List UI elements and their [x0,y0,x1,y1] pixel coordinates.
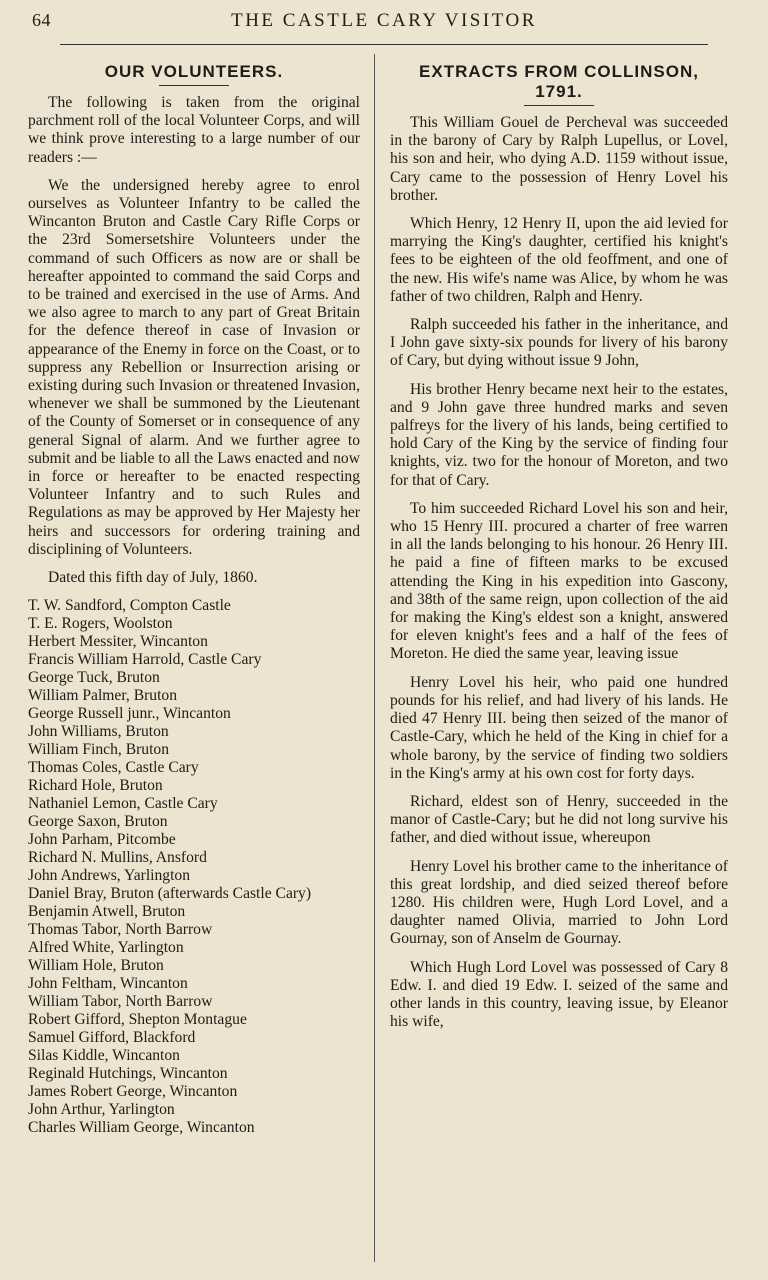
volunteer-name: Silas Kiddle, Wincanton [28,1046,180,1064]
collinson-paragraph: His brother Henry became next heir to the estates, and 9 John gave three hundred marks and seven palfreys for the livery of his lands, being certified to hold Cary of the King by the service of finding four knights, viz. two for the honour of Moreton, and two for that of Cary. [390,380,728,489]
collinson-paragraph: Henry Lovel his brother came to the inheritance of this great lordship, and died seized thereof before 1280. His children were, Hugh Lord Lovel, and a daughter named Olivia, married to John Lord Gournay, son of Anselm de Gournay. [390,857,728,948]
volunteer-name: John Parham, Pitcombe [28,831,176,849]
collinson-paragraph: Henry Lovel his heir, who paid one hundred pounds for his relief, and had livery of his lands. He died 47 Henry III. being then seized of the manor of Castle-Cary, which he held of the King in chief for a whole barony, by the service of finding two soldiers in the King's army at his own cost for forty days. [390,673,728,782]
volunteer-name: Charles William George, Wincanton [28,1118,255,1136]
volunteer-name: T. W. Sandford, Compton Castle [28,597,231,615]
volunteer-name: Thomas Coles, Castle Cary [28,759,199,777]
volunteer-name: Daniel Bray, Bruton (afterwards Castle Cary) [28,885,312,903]
volunteer-name: Alfred White, Yarlington [28,938,184,956]
collinson-title: EXTRACTS FROM COLLINSON, [419,62,699,81]
column-divider [374,54,375,1262]
title-rule [524,105,594,106]
volunteers-intro: The following is taken from the original parchment roll of the local Volunteer Corps, and will we think prove interesting to a large number of our readers :— [28,94,360,166]
volunteers-title: OUR VOLUNTEERS. [104,62,284,81]
volunteer-name: Nathaniel Lemon, Castle Cary [28,795,218,813]
collinson-paragraph: This William Gouel de Percheval was succeeded in the barony of Cary by Ralph Lupellus, or Lovel, his son and heir, who dying A.D. 1159 without issue, Cary came to the possession of Henry Lovel his brother. [390,114,728,204]
collinson-paragraph: Which Hugh Lord Lovel was possessed of Cary 8 Edw. I. and died 19 Edw. I. seized of the same and other lands in this country, leaving issue, by Eleanor his wife, [390,958,728,1031]
volunteer-name: John Williams, Bruton [28,723,169,741]
running-head: THE CASTLE CARY VISITOR [231,10,537,31]
left-column [28,54,360,1280]
volunteer-name: William Hole, Bruton [28,956,164,974]
volunteer-names-list [28,597,360,1136]
volunteer-name: Richard N. Mullins, Ansford [28,849,207,867]
volunteer-name: George Tuck, Bruton [28,669,160,687]
volunteer-name: William Tabor, North Barrow [28,992,213,1010]
title-rule [159,85,229,86]
volunteer-name: George Russell junr., Wincanton [28,705,231,723]
volunteer-name: Samuel Gifford, Blackford [28,1028,196,1046]
volunteer-name: Francis William Harrold, Castle Cary [28,651,262,669]
volunteer-name: Robert Gifford, Shepton Montague [28,1010,247,1028]
volunteer-name: Benjamin Atwell, Bruton [28,903,186,921]
collinson-paragraph: Ralph succeeded his father in the inheritance, and I John gave sixty-six pounds for livery of his barony of Cary, but dying without issue 9 John, [390,316,728,370]
volunteer-name: Reginald Hutchings, Wincanton [28,1064,228,1082]
volunteer-name: William Palmer, Bruton [28,687,178,705]
volunteer-name: John Andrews, Yarlington [28,867,191,885]
volunteer-name: John Arthur, Yarlington [28,1100,175,1118]
volunteer-name: John Feltham, Wincanton [28,974,188,992]
collinson-paragraph: To him succeeded Richard Lovel his son and heir, who 15 Henry III. procured a charter of free warren in all the lands belonging to his honour. 26 Henry III. he paid a fine of fifteen marks to be excused attending the King in his expedition into Gascony, and 38th of the same reign, upon collection of the aid for making the King's eldest son a knight, answered for eleven knight's fees and a half of the fees of Moreton. He died the same year, leaving issue [390,499,728,663]
volunteer-name: George Saxon, Bruton [28,813,168,831]
volunteer-name: William Finch, Bruton [28,741,170,759]
collinson-paragraph: Richard, eldest son of Henry, succeeded in the manor of Castle-Cary; but he did not long survive his father, and died without issue, whereupon [390,792,728,847]
dated-line: Dated this fifth day of July, 1860. [48,569,258,587]
right-column [390,54,728,1280]
header-rule [60,44,708,45]
page-number: 64 [32,10,51,30]
volunteer-name: Herbert Messiter, Wincanton [28,633,208,651]
volunteer-name: T. E. Rogers, Woolston [28,615,173,633]
volunteer-name: James Robert George, Wincanton [28,1082,238,1100]
collinson-paragraph: Which Henry, 12 Henry II, upon the aid levied for marrying the King's daughter, certified his knight's fees to be eighteen of the old feoffment, and one of the new. His wife's name was Alice, by whom he was father of two children, Ralph and Henry. [390,215,728,305]
volunteer-name: Thomas Tabor, North Barrow [28,921,213,938]
volunteer-name: Richard Hole, Bruton [28,777,163,795]
collinson-year: 1791. [535,82,583,101]
volunteers-agreement: We the undersigned hereby agree to enrol ourselves as Volunteer Infantry to be called the Wincanton Bruton and Castle Cary Rifle Corps or the 23rd Somersetshire Volunteers under the command of such Officers as now are or shall be hereafter appointed to command the said Corps and to be trained and exercised in the use of Arms. And we also agree to march to any part of Great Britain for the defence thereof in case of Invasion or appearance of the Enemy in force on the Coast, or to suppress any Rebellion or Insurrection arising or existing during such Invasion or threatened Invasion, whenever we shall be summoned by the Lieutenant of the County of Somerset or in consequence of any general Signal of alarm. And we further agree to submit and be liable to all the Laws enacted and now in force or hereafter to be enacted respecting Volunteer Infantry and to such Rules and Regulations as may be approved by Her Majesty her heirs and successors for ordering training and disciplining of Volunteers. [28,176,360,558]
